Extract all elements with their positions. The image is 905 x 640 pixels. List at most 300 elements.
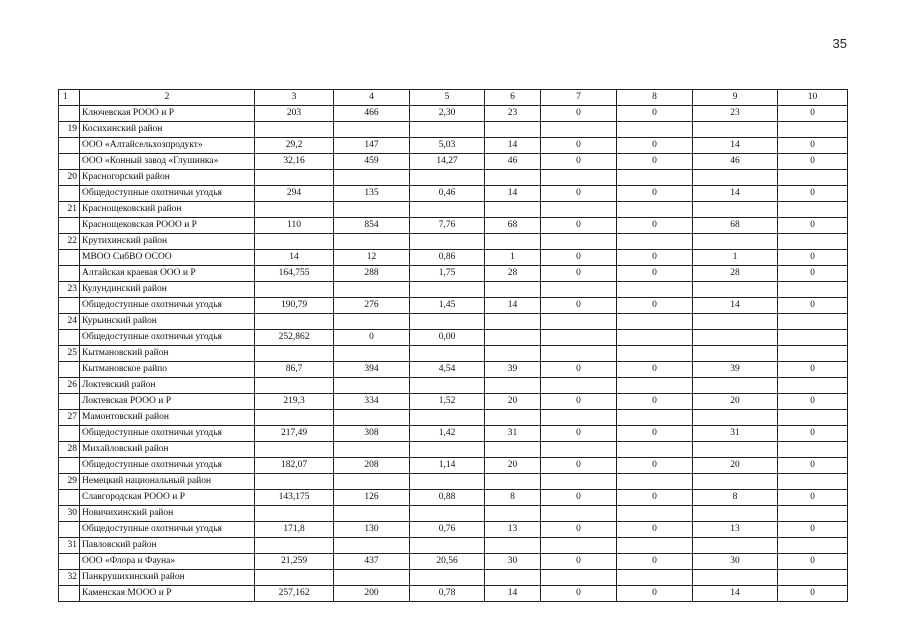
cell-col-6 — [485, 234, 541, 250]
cell-col-7: 7 — [541, 90, 617, 106]
cell-col-6 — [485, 282, 541, 298]
cell-col-3 — [255, 314, 334, 330]
cell-col-2: МВОО СибВО ОСОО — [80, 250, 255, 266]
cell-col-5 — [410, 570, 485, 586]
cell-col-10: 0 — [778, 218, 848, 234]
cell-col-4: 130 — [334, 522, 410, 538]
cell-col-2: Мамонтовский район — [80, 410, 255, 426]
cell-col-7 — [541, 410, 617, 426]
cell-col-7 — [541, 234, 617, 250]
cell-col-10 — [778, 234, 848, 250]
cell-col-3: 219,3 — [255, 394, 334, 410]
cell-col-1: 21 — [59, 202, 80, 218]
cell-col-9: 14 — [693, 186, 778, 202]
cell-col-3: 257,162 — [255, 586, 334, 602]
cell-col-2: ООО «Флора и Фауна» — [80, 554, 255, 570]
cell-col-2: Общедоступные охотничьи угодья — [80, 186, 255, 202]
cell-col-6: 20 — [485, 394, 541, 410]
cell-col-5 — [410, 410, 485, 426]
cell-col-7: 0 — [541, 250, 617, 266]
cell-col-2: ООО «Алтайсельхозпродукт» — [80, 138, 255, 154]
cell-col-5: 0,76 — [410, 522, 485, 538]
cell-col-2: Алтайская краевая ООО и Р — [80, 266, 255, 282]
cell-col-5: 1,42 — [410, 426, 485, 442]
cell-col-3: 190,79 — [255, 298, 334, 314]
cell-col-4: 147 — [334, 138, 410, 154]
data-table — [58, 89, 848, 602]
cell-col-5: 1,45 — [410, 298, 485, 314]
cell-col-8 — [617, 474, 693, 490]
cell-col-8 — [617, 234, 693, 250]
table-row — [59, 490, 848, 506]
table-row — [59, 362, 848, 378]
cell-col-9 — [693, 442, 778, 458]
cell-col-4 — [334, 202, 410, 218]
cell-col-7 — [541, 474, 617, 490]
table-row — [59, 394, 848, 410]
cell-col-6: 23 — [485, 106, 541, 122]
table-row — [59, 298, 848, 314]
cell-col-10: 0 — [778, 458, 848, 474]
cell-col-3: 29,2 — [255, 138, 334, 154]
cell-col-1: 20 — [59, 170, 80, 186]
table-row — [59, 170, 848, 186]
cell-col-1: 25 — [59, 346, 80, 362]
cell-col-5 — [410, 506, 485, 522]
table-row — [59, 442, 848, 458]
cell-col-2: Косихинский район — [80, 122, 255, 138]
cell-col-8: 0 — [617, 250, 693, 266]
cell-col-4 — [334, 442, 410, 458]
cell-col-1 — [59, 330, 80, 346]
cell-col-4 — [334, 378, 410, 394]
cell-col-8: 0 — [617, 426, 693, 442]
cell-col-3: 110 — [255, 218, 334, 234]
cell-col-5: 0,00 — [410, 330, 485, 346]
cell-col-7: 0 — [541, 154, 617, 170]
cell-col-5: 20,56 — [410, 554, 485, 570]
table-row — [59, 202, 848, 218]
cell-col-1 — [59, 586, 80, 602]
cell-col-5: 14,27 — [410, 154, 485, 170]
cell-col-9 — [693, 346, 778, 362]
cell-col-8 — [617, 202, 693, 218]
cell-col-10: 0 — [778, 266, 848, 282]
cell-col-2: Михайловский район — [80, 442, 255, 458]
cell-col-6: 14 — [485, 586, 541, 602]
cell-col-8: 0 — [617, 554, 693, 570]
cell-col-10: 0 — [778, 250, 848, 266]
cell-col-5 — [410, 314, 485, 330]
cell-col-1 — [59, 106, 80, 122]
cell-col-4: 334 — [334, 394, 410, 410]
cell-col-8: 0 — [617, 490, 693, 506]
cell-col-2: Краснощековская РООО и Р — [80, 218, 255, 234]
table-row — [59, 330, 848, 346]
cell-col-7: 0 — [541, 458, 617, 474]
cell-col-2: Общедоступные охотничьи угодья — [80, 330, 255, 346]
cell-col-4 — [334, 170, 410, 186]
cell-col-9 — [693, 330, 778, 346]
cell-col-5: 0,86 — [410, 250, 485, 266]
cell-col-7 — [541, 202, 617, 218]
cell-col-2: Немецкий национальный район — [80, 474, 255, 490]
cell-col-7: 0 — [541, 426, 617, 442]
cell-col-3: 143,175 — [255, 490, 334, 506]
cell-col-9 — [693, 314, 778, 330]
cell-col-4 — [334, 410, 410, 426]
cell-col-4: 308 — [334, 426, 410, 442]
cell-col-9: 14 — [693, 138, 778, 154]
cell-col-8: 0 — [617, 138, 693, 154]
cell-col-6: 14 — [485, 138, 541, 154]
cell-col-6: 30 — [485, 554, 541, 570]
cell-col-4: 135 — [334, 186, 410, 202]
table-row — [59, 250, 848, 266]
cell-col-5: 4,54 — [410, 362, 485, 378]
cell-col-2: Кытмановский район — [80, 346, 255, 362]
cell-col-1: 31 — [59, 538, 80, 554]
cell-col-3 — [255, 122, 334, 138]
cell-col-6 — [485, 330, 541, 346]
cell-col-4: 12 — [334, 250, 410, 266]
cell-col-1 — [59, 490, 80, 506]
cell-col-10 — [778, 506, 848, 522]
cell-col-1 — [59, 554, 80, 570]
cell-col-9: 9 — [693, 90, 778, 106]
cell-col-4: 394 — [334, 362, 410, 378]
cell-col-3 — [255, 442, 334, 458]
cell-col-6 — [485, 538, 541, 554]
cell-col-9: 20 — [693, 458, 778, 474]
cell-col-6 — [485, 202, 541, 218]
cell-col-8 — [617, 570, 693, 586]
cell-col-5 — [410, 346, 485, 362]
cell-col-9: 1 — [693, 250, 778, 266]
cell-col-6: 8 — [485, 490, 541, 506]
cell-col-10: 0 — [778, 426, 848, 442]
cell-col-2: Ключевская РООО и Р — [80, 106, 255, 122]
cell-col-9 — [693, 122, 778, 138]
cell-col-5 — [410, 170, 485, 186]
cell-col-1: 24 — [59, 314, 80, 330]
table-row — [59, 282, 848, 298]
cell-col-1: 26 — [59, 378, 80, 394]
cell-col-9: 23 — [693, 106, 778, 122]
table-row — [59, 378, 848, 394]
cell-col-10: 0 — [778, 394, 848, 410]
cell-col-8 — [617, 330, 693, 346]
cell-col-2: Курьинский район — [80, 314, 255, 330]
cell-col-8: 0 — [617, 186, 693, 202]
table-row — [59, 554, 848, 570]
table-row — [59, 186, 848, 202]
cell-col-7: 0 — [541, 554, 617, 570]
cell-col-10 — [778, 202, 848, 218]
cell-col-1 — [59, 426, 80, 442]
cell-col-6 — [485, 314, 541, 330]
cell-col-1: 30 — [59, 506, 80, 522]
cell-col-9: 28 — [693, 266, 778, 282]
cell-col-6: 14 — [485, 298, 541, 314]
cell-col-5: 0,78 — [410, 586, 485, 602]
cell-col-3: 217,49 — [255, 426, 334, 442]
cell-col-5: 0,46 — [410, 186, 485, 202]
cell-col-2: Общедоступные охотничьи угодья — [80, 458, 255, 474]
cell-col-3 — [255, 570, 334, 586]
cell-col-8: 0 — [617, 298, 693, 314]
cell-col-2: 2 — [80, 90, 255, 106]
cell-col-5: 1,14 — [410, 458, 485, 474]
cell-col-10 — [778, 410, 848, 426]
cell-col-1 — [59, 362, 80, 378]
cell-col-9: 8 — [693, 490, 778, 506]
cell-col-3: 203 — [255, 106, 334, 122]
cell-col-9: 30 — [693, 554, 778, 570]
cell-col-6 — [485, 570, 541, 586]
cell-col-9 — [693, 570, 778, 586]
cell-col-7: 0 — [541, 490, 617, 506]
table-row — [59, 218, 848, 234]
cell-col-9: 20 — [693, 394, 778, 410]
cell-col-9 — [693, 538, 778, 554]
cell-col-1: 19 — [59, 122, 80, 138]
cell-col-7: 0 — [541, 298, 617, 314]
cell-col-5 — [410, 282, 485, 298]
cell-col-3 — [255, 170, 334, 186]
cell-col-2: Краснощековский район — [80, 202, 255, 218]
cell-col-7 — [541, 170, 617, 186]
cell-col-3 — [255, 282, 334, 298]
cell-col-5: 2,30 — [410, 106, 485, 122]
cell-col-2: Кытмановское райпо — [80, 362, 255, 378]
cell-col-3 — [255, 234, 334, 250]
cell-col-10 — [778, 538, 848, 554]
cell-col-10 — [778, 330, 848, 346]
cell-col-2: Крутихинский район — [80, 234, 255, 250]
cell-col-6 — [485, 442, 541, 458]
cell-col-6 — [485, 410, 541, 426]
cell-col-3: 294 — [255, 186, 334, 202]
cell-col-8: 0 — [617, 522, 693, 538]
cell-col-9 — [693, 506, 778, 522]
cell-col-4: 126 — [334, 490, 410, 506]
cell-col-4: 854 — [334, 218, 410, 234]
cell-col-7: 0 — [541, 218, 617, 234]
cell-col-1 — [59, 218, 80, 234]
cell-col-2: Кулундинский район — [80, 282, 255, 298]
cell-col-5 — [410, 474, 485, 490]
cell-col-8 — [617, 442, 693, 458]
cell-col-6: 1 — [485, 250, 541, 266]
cell-col-1: 29 — [59, 474, 80, 490]
cell-col-7: 0 — [541, 266, 617, 282]
cell-col-7: 0 — [541, 586, 617, 602]
cell-col-6: 39 — [485, 362, 541, 378]
cell-col-3 — [255, 378, 334, 394]
cell-col-6 — [485, 170, 541, 186]
cell-col-4 — [334, 346, 410, 362]
table-row — [59, 346, 848, 362]
cell-col-3 — [255, 410, 334, 426]
cell-col-3: 171,8 — [255, 522, 334, 538]
cell-col-4 — [334, 314, 410, 330]
cell-col-6 — [485, 122, 541, 138]
cell-col-4: 4 — [334, 90, 410, 106]
cell-col-4: 208 — [334, 458, 410, 474]
cell-col-6 — [485, 506, 541, 522]
cell-col-4 — [334, 474, 410, 490]
cell-col-3 — [255, 538, 334, 554]
cell-col-2: Общедоступные охотничьи угодья — [80, 522, 255, 538]
cell-col-2: Панкрушихинский район — [80, 570, 255, 586]
cell-col-9 — [693, 474, 778, 490]
table-row — [59, 106, 848, 122]
cell-col-7: 0 — [541, 106, 617, 122]
cell-col-7 — [541, 506, 617, 522]
table-row — [59, 458, 848, 474]
cell-col-2: Новичихинский район — [80, 506, 255, 522]
cell-col-1 — [59, 154, 80, 170]
cell-col-3: 164,755 — [255, 266, 334, 282]
cell-col-9: 14 — [693, 298, 778, 314]
cell-col-2: Локтевская РООО и Р — [80, 394, 255, 410]
cell-col-9 — [693, 410, 778, 426]
cell-col-7: 0 — [541, 186, 617, 202]
cell-col-1 — [59, 458, 80, 474]
cell-col-10: 0 — [778, 490, 848, 506]
cell-col-5 — [410, 234, 485, 250]
cell-col-7: 0 — [541, 138, 617, 154]
cell-col-8: 0 — [617, 362, 693, 378]
cell-col-8 — [617, 506, 693, 522]
cell-col-4 — [334, 506, 410, 522]
cell-col-5 — [410, 122, 485, 138]
cell-col-4 — [334, 234, 410, 250]
cell-col-8 — [617, 282, 693, 298]
cell-col-9: 46 — [693, 154, 778, 170]
cell-col-8: 8 — [617, 90, 693, 106]
cell-col-7 — [541, 122, 617, 138]
cell-col-1 — [59, 250, 80, 266]
table-row — [59, 506, 848, 522]
table-row — [59, 426, 848, 442]
cell-col-3: 252,862 — [255, 330, 334, 346]
cell-col-7 — [541, 314, 617, 330]
cell-col-3: 14 — [255, 250, 334, 266]
cell-col-2: Каменская МООО и Р — [80, 586, 255, 602]
cell-col-1: 22 — [59, 234, 80, 250]
cell-col-4 — [334, 570, 410, 586]
cell-col-10 — [778, 474, 848, 490]
cell-col-9 — [693, 234, 778, 250]
cell-col-7 — [541, 442, 617, 458]
table-row — [59, 522, 848, 538]
cell-col-1 — [59, 266, 80, 282]
cell-col-10: 0 — [778, 138, 848, 154]
cell-col-2: ООО «Конный завод «Глушинка» — [80, 154, 255, 170]
cell-col-10: 0 — [778, 362, 848, 378]
cell-col-1 — [59, 522, 80, 538]
cell-col-2: Павловский район — [80, 538, 255, 554]
cell-col-9 — [693, 202, 778, 218]
cell-col-6 — [485, 378, 541, 394]
table-row — [59, 266, 848, 282]
cell-col-6: 14 — [485, 186, 541, 202]
cell-col-5: 5,03 — [410, 138, 485, 154]
cell-col-6: 31 — [485, 426, 541, 442]
cell-col-2: Общедоступные охотничьи угодья — [80, 426, 255, 442]
cell-col-4: 276 — [334, 298, 410, 314]
table-row — [59, 410, 848, 426]
cell-col-4 — [334, 538, 410, 554]
cell-col-4: 466 — [334, 106, 410, 122]
cell-col-7 — [541, 570, 617, 586]
cell-col-1 — [59, 298, 80, 314]
cell-col-1: 1 — [59, 90, 80, 106]
cell-col-3 — [255, 506, 334, 522]
cell-col-6: 20 — [485, 458, 541, 474]
cell-col-7 — [541, 378, 617, 394]
cell-col-10 — [778, 570, 848, 586]
cell-col-8: 0 — [617, 106, 693, 122]
cell-col-10 — [778, 170, 848, 186]
cell-col-10: 0 — [778, 298, 848, 314]
cell-col-5 — [410, 442, 485, 458]
cell-col-6 — [485, 346, 541, 362]
cell-col-8 — [617, 170, 693, 186]
table-body — [59, 90, 848, 602]
cell-col-6: 46 — [485, 154, 541, 170]
cell-col-7: 0 — [541, 362, 617, 378]
cell-col-7 — [541, 538, 617, 554]
cell-col-6: 68 — [485, 218, 541, 234]
cell-col-5 — [410, 202, 485, 218]
cell-col-9 — [693, 282, 778, 298]
cell-col-8 — [617, 410, 693, 426]
cell-col-8: 0 — [617, 154, 693, 170]
cell-col-1: 27 — [59, 410, 80, 426]
cell-col-10: 0 — [778, 554, 848, 570]
cell-col-7 — [541, 346, 617, 362]
cell-col-4 — [334, 122, 410, 138]
cell-col-1: 28 — [59, 442, 80, 458]
cell-col-5: 0,88 — [410, 490, 485, 506]
cell-col-10 — [778, 122, 848, 138]
cell-col-4: 459 — [334, 154, 410, 170]
cell-col-3: 3 — [255, 90, 334, 106]
cell-col-3: 182,07 — [255, 458, 334, 474]
cell-col-1 — [59, 394, 80, 410]
table-header-row — [59, 90, 848, 106]
cell-col-7 — [541, 330, 617, 346]
cell-col-9: 13 — [693, 522, 778, 538]
cell-col-6: 13 — [485, 522, 541, 538]
cell-col-8 — [617, 538, 693, 554]
cell-col-3: 86,7 — [255, 362, 334, 378]
cell-col-5: 7,76 — [410, 218, 485, 234]
cell-col-10: 0 — [778, 186, 848, 202]
cell-col-4: 288 — [334, 266, 410, 282]
cell-col-8: 0 — [617, 394, 693, 410]
cell-col-5: 1,75 — [410, 266, 485, 282]
cell-col-1 — [59, 186, 80, 202]
table-row — [59, 586, 848, 602]
cell-col-1: 32 — [59, 570, 80, 586]
cell-col-10: 0 — [778, 154, 848, 170]
table-row — [59, 570, 848, 586]
cell-col-10 — [778, 442, 848, 458]
